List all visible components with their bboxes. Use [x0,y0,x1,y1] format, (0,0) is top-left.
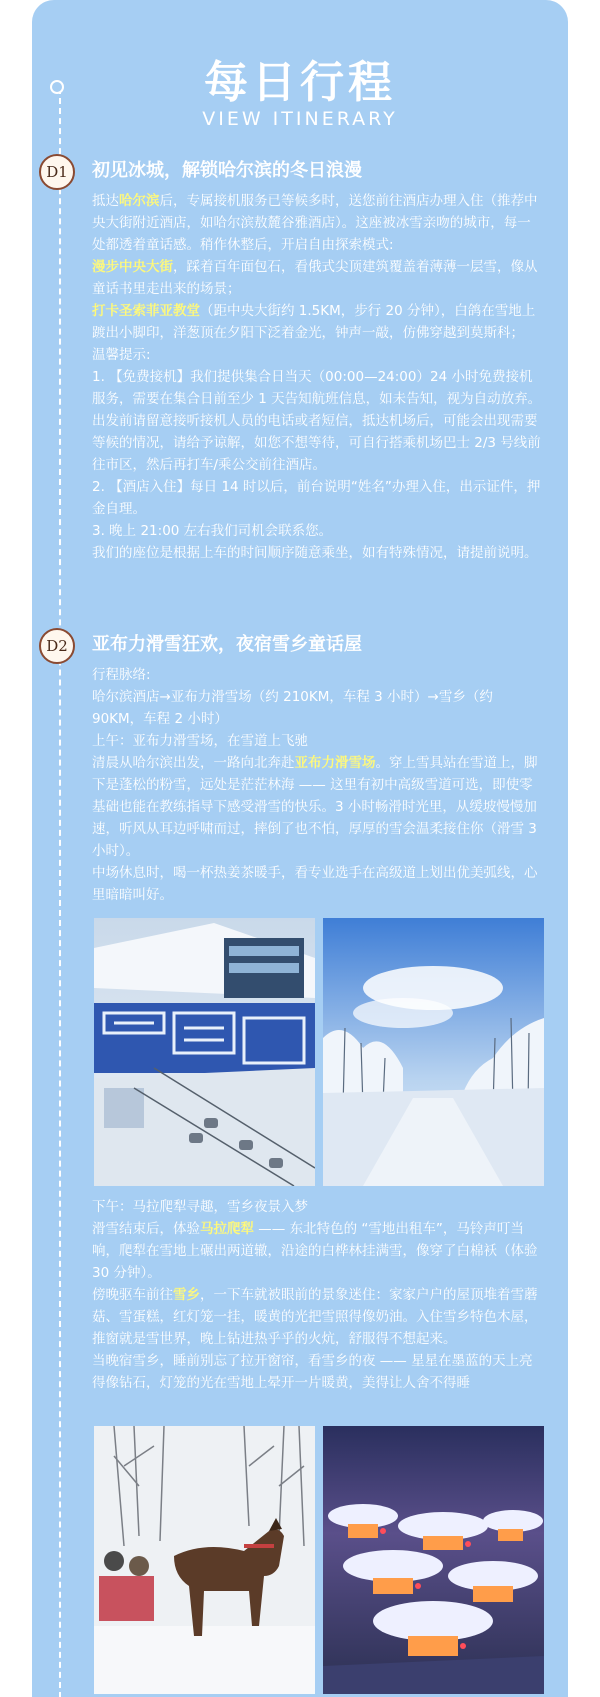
snow-town-night-photo [323,1426,544,1694]
tip-hotel-checkin: 2. 【酒店入住】每日 14 时以后，前台说明“姓名”办理入住，出示证件，押金自理。 [92,479,541,517]
highlight-horse-sleigh: 马拉爬犁 [200,1221,254,1237]
tips-label: 温馨提示: [92,347,151,363]
route-text: 哈尔滨酒店→亚布力滑雪场（约 210KM，车程 3 小时）→雪乡（约 90KM，车程 2 小时） [92,689,493,727]
page-title: 每日行程 [204,57,396,108]
tip-airport-pickup: 1. 【免费接机】我们提供集合日当天（00:00—24:00）24 小时免费接机服务，需要在集合日前至少 1 天告知航班信息，如未告知，视为自动放弃。出发前请留意接听接机人员的电话或者短信，抵达机场后，可能会出现需要等候的情况，请给予谅解，如您不想等待，可自行搭乘机场巴士 2/3 号线前往市区，然后再打车/乘公交前往酒店。 [92,369,542,473]
afternoon-label: 下午：马拉爬犁寻趣，雪乡夜景入梦 [92,1199,308,1215]
highlight-harbin: 哈尔滨 [119,193,160,209]
page-subtitle: VIEW ITINERARY [202,108,398,130]
itinerary-panel [32,0,568,1697]
timeline-line [59,88,61,1697]
break-paragraph: 中场休息时，喝一杯热姜茶暖手，看专业选手在高级道上划出优美弧线，心里暗暗叫好。 [92,865,538,903]
highlight-snow-town: 雪乡 [173,1287,200,1303]
day2-body-afternoon [92,1196,544,1394]
day1-paragraph-church: 打卡圣索菲亚教堂（距中央大街约 1.5KM，步行 20 分钟），白鸽在雪地上踱出小脚印，洋葱顶在夕阳下泛着金光，钟声一敲，仿佛穿越到莫斯科； [92,303,536,341]
day1-badge: D1 [39,154,75,190]
day1-body [92,190,544,564]
snow-town-paragraph: 傍晚驱车前往雪乡，一下车就被眼前的景象迷住：家家户户的屋顶堆着雪蘑菇、雪蛋糕，红灯笼一挂，暖黄的光把雪照得像奶油。入住雪乡特色木屋，推窗就是雪世界，晚上钻进热乎乎的火炕，舒服得不想起来。 [92,1287,538,1347]
tip-driver-contact: 3. 晚上 21:00 左右我们司机会联系您。 [92,523,333,539]
tip-seating: 我们的座位是根据上车的时间顺序随意乘坐，如有特殊情况，请提前说明。 [92,545,538,561]
ski-resort-photo [94,918,315,1186]
day2-badge: D2 [39,628,75,664]
sleigh-paragraph: 滑雪结束后，体验马拉爬犁 —— 东北特色的 “雪地出租车”，马铃声叮当响，爬犁在雪地上碾出两道辙，沿途的白桦林挂满雪，像穿了白棉袄（体验 30 分钟）。 [92,1221,538,1281]
day2-title: 亚布力滑雪狂欢，夜宿雪乡童话屋 [92,634,362,655]
highlight-yabuli: 亚布力滑雪场 [294,755,376,771]
highlight-central-street: 漫步中央大街 [92,259,173,275]
night-paragraph: 当晚宿雪乡，睡前别忘了拉开窗帘，看雪乡的夜 —— 星星在墨蓝的天上亮得像钻石，灯笼的光在雪地上晕开一片暖黄，美得让人舍不得睡 [92,1353,533,1391]
morning-label: 上午：亚布力滑雪场，在雪道上飞驰 [92,733,308,749]
day2-body-morning [92,664,544,906]
day1-paragraph-arrival: 抵达哈尔滨后，专属接机服务已等候多时，送您前往酒店办理入住（推荐中央大街附近酒店，如哈尔滨敖麓谷雅酒店）。这座被冰雪亲吻的城市，每一处都透着童话感。稍作休整后，开启自由探索模式: [92,193,538,253]
horse-sleigh-photo [94,1426,315,1694]
highlight-sophia-church: 打卡圣索菲亚教堂 [92,303,200,319]
morning-paragraph: 清晨从哈尔滨出发，一路向北奔赴亚布力滑雪场。穿上雪具站在雪道上，脚下是蓬松的粉雪，远处是茫茫林海 —— 这里有初中高级雪道可选，即使零基础也能在教练指导下感受滑雪的快乐。3 小时畅滑时光里，从缓坡慢慢加速，听风从耳边呼啸而过，摔倒了也不怕，厚厚的雪会温柔接住你（滑雪 3 小时）。 [92,755,538,859]
snow-forest-photo [323,918,544,1186]
day1-paragraph-street: 漫步中央大街，踩着百年面包石，看俄式尖顶建筑覆盖着薄薄一层雪，像从童话书里走出来的场景； [92,259,538,297]
day1-title: 初见冰城，解锁哈尔滨的冬日浪漫 [92,160,362,181]
route-label: 行程脉络: [92,667,151,683]
